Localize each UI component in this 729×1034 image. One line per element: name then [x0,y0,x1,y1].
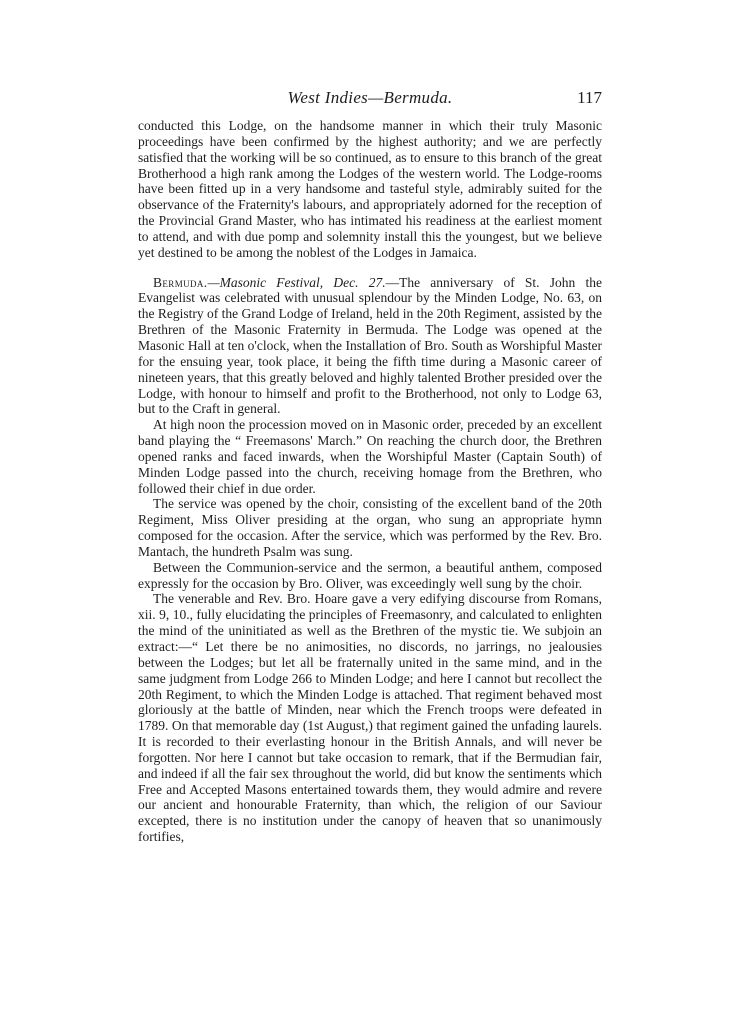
section-event-heading: —Masonic Festival, Dec. 27. [207,274,386,290]
page-number: 117 [577,88,602,107]
anthem-paragraph: Between the Communion-service and the sermon, a beautiful anthem, composed expressly for the occasion by Bro. Oliver, was exceedingly well sung by the choir. [138,559,602,591]
running-head [138,86,602,112]
bermuda-section-paragraph [138,275,602,418]
service-paragraph: The service was opened by the choir, consisting of the excellent band of the 20th Regiment, Miss Oliver presiding at the organ, who sung an appropriate hymn composed for the occasion. After the service, which was performed by the Rev. Bro. Mantach, the hundreth Psalm was sung. [138,496,602,559]
book-page [138,86,602,845]
sermon-paragraph: The venerable and Rev. Bro. Hoare gave a very edifying discourse from Romans, xii. 9, 10., fully elucidating the principles of Freemasonry, and calculated to enlighten the mind of the uninitiated as well as the Brethren of the mystic tie. We subjoin an extract:—“ Let there be no animosities, no discords, no jarrings, no jealousies between the Lodges; but let all be fraternally united in the same mind, and in the same judgment from Lodge 266 to Minden Lodge; and here I cannot but recollect the 20th Regiment, to which the Minden Lodge is attached. That regiment behaved most gloriously at the battle of Minden, near which the French troops were defeated in 1789. On that memorable day (1st August,) that regiment gained the unfading laurels. It is recorded to their everlasting honour in the British Annals, and will never be forgotten. Nor here I cannot but take occasion to remark, that if the Bermudian fair, and indeed if all the fair sex throughout the world, did but know the sentiments which Free and Accepted Masons entertained towards them, they would admire and revere our ancient and honourable Fraternity, than which, the religion of our Saviour excepted, there is no institution under the canopy of heaven that so unanimously fortifies, [138,591,602,845]
section-lead-text: —The anniversary of St. John the Evangelist was celebrated with unusual splendour by the Minden Lodge, No. 63, on the Registry of the Grand Lodge of Ireland, held in the 20th Regiment, assisted by the Brethren of the Masonic Fraternity in Bermuda. The Lodge was opened at the Masonic Hall at ten o'clock, when the Installation of Bro. South as Worshipful Master for the ensuing year, took place, it being the fifth time during a Masonic career of nineteen years, that this greatly beloved and highly talented Brother presided over the Lodge, with honour to himself and profit to the Brotherhood, not only to Lodge 63, but to the Craft in general. [138,274,602,417]
running-title: West Indies—Bermuda. [287,88,453,107]
article-body [138,118,602,845]
procession-paragraph: At high noon the procession moved on in Masonic order, preceded by an excellent band playing the “ Freemasons' March.” On reaching the church door, the Brethren opened ranks and faced inwards, when the Worshipful Master (Captain South) of Minden Lodge passed into the church, receiving homage from the Brethren, who followed their chief in due order. [138,417,602,496]
intro-paragraph: conducted this Lodge, on the handsome manner in which their truly Masonic proceedings have been confirmed by the highest authority; and we are perfectly satisfied that the working will be so continued, as to ensure to this branch of the great Brotherhood a high rank among the Lodges of the western world. The Lodge-rooms have been fitted up in a very handsome and tasteful style, admirably suited for the observance of the Fraternity's labours, and appropriately adorned for the reception of the Provincial Grand Master, who has intimated his readiness at the earliest moment to attend, and with due pomp and solemnity install this the youngest, but we believe yet destined to be among the noblest of the Lodges in Jamaica. [138,118,602,260]
section-place-heading: Bermuda. [153,274,208,290]
